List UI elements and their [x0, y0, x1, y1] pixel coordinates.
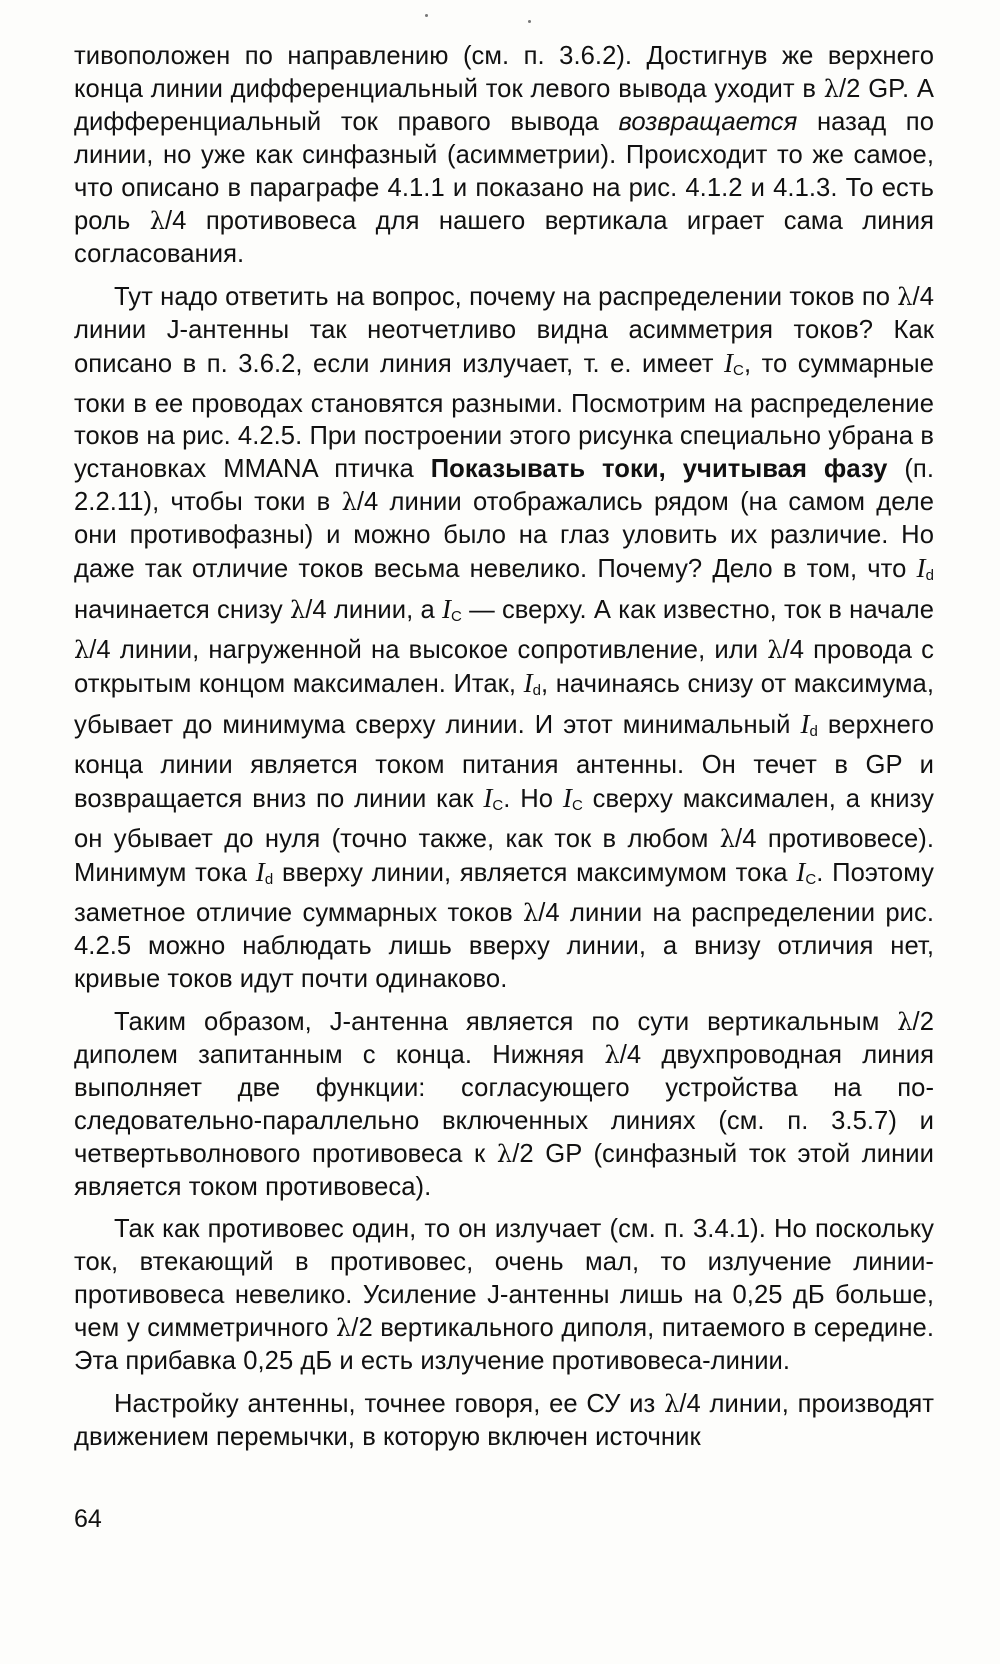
text-run: Настройку антенны, точнее говоря, ее СУ из	[114, 1390, 665, 1419]
text-run: /4 линии отображались рядом (на самом деле они противофазны) и можно было на глаз уловить их различие. Но даже так отличие токов весьма невелико. Почему? Дело в том, что	[74, 488, 934, 584]
text-run: /4 линии, нагруженной на высокое сопротивление, или	[89, 636, 768, 665]
variable-subscript: d	[264, 870, 274, 888]
variable-letter: I	[796, 856, 806, 887]
lambda-symbol: λ	[604, 1040, 620, 1069]
text-run: (п. 2.2.11), чтобы токи в	[74, 455, 934, 517]
lambda-symbol: λ	[496, 1139, 513, 1168]
variable-letter: I	[255, 856, 265, 887]
text-run: /2 GP. А дифференциальный ток правого вывода	[74, 74, 935, 136]
current-variable	[801, 709, 818, 739]
text-run: сверху максимален, а книзу он убывает до нуля (точно также, как ток в любом	[74, 785, 934, 853]
text-run: вверху линии, является максимумом тока	[273, 858, 797, 887]
variable-subscript: d	[809, 723, 818, 741]
paragraph-5	[74, 1388, 934, 1454]
current-variable	[724, 348, 744, 378]
text-run: /2 GP (синфазный ток этой линии является током противовеса).	[74, 1139, 934, 1201]
lambda-symbol: λ	[719, 824, 736, 853]
text-run: — сверху. А как известно, ток в начале	[461, 596, 934, 625]
variable-subscript: d	[532, 682, 542, 700]
lambda-symbol: λ	[523, 898, 539, 927]
current-variable	[524, 668, 541, 698]
lambda-symbol: λ	[823, 74, 840, 103]
text-run: , то суммарные токи в ее проводах становятся разными. Посмотрим на распределение токов на рис. 4.2.5. При построении этого рисунка специально убрана в установках MMANA птичка	[74, 349, 934, 484]
text-run: /4 линии на распределении рис. 4.2.5 можно наблюдать лишь вверху линии, а внизу отличия нет, кривые токов идут почти одинаково.	[74, 898, 934, 993]
page-number: 64	[74, 1505, 102, 1533]
text-run: , начинаясь снизу от максимума, убывает до минимума сверху линии. И этот минимальный	[74, 670, 934, 740]
variable-letter: I	[916, 553, 926, 584]
text-run: /4 противовесе). Минимум тока	[74, 824, 934, 887]
page-body	[74, 40, 934, 1560]
lambda-symbol: λ	[74, 636, 90, 665]
text-run: /4 линии J-антенны так неотчетливо видна асимметрия токов? Как описано в п. 3.6.2, если линия излучает, т. е. имеет	[74, 282, 934, 378]
current-variable	[796, 857, 816, 887]
text-run: назад по линии, но уже как синфазный (асимметрии). Происходит то же самое, что описано в параграфе 4.1.1 и показано на рис. 4.1.2 и 4.1.3. То есть роль	[74, 107, 935, 235]
text-run: /4 провода с открытым концом максимален. Итак,	[74, 636, 934, 699]
bold-term: Показывать токи, учитывая фазу	[430, 455, 888, 484]
text-run: верхнего конца линии является током питания антенны. Он течет в GP и возвращается вниз по линии как	[74, 711, 934, 814]
paragraph-3	[74, 1006, 934, 1204]
lambda-symbol: λ	[289, 596, 306, 625]
lambda-symbol: λ	[149, 206, 166, 235]
text-run: Так как противовес один, то он излучает (см. п. 3.4.1). Но поскольку ток, втекающий в противовес, очень мал, то излучение линии-противовеса невелико. Усиление J-антенны лишь на 0,25 дБ больше, чем у симметричного	[74, 1215, 934, 1343]
lambda-symbol: λ	[341, 488, 357, 517]
text-run: Таким образом, J-антенна является по сути вертикальным	[114, 1007, 898, 1036]
paragraph-4	[74, 1213, 934, 1378]
text-run: . Поэтому заметное отличие суммарных токов	[74, 858, 934, 927]
text-run: . Но	[503, 785, 563, 814]
variable-subscript: C	[450, 608, 462, 626]
lambda-symbol: λ	[897, 282, 913, 311]
variable-subscript: C	[805, 870, 817, 888]
lambda-symbol: λ	[897, 1007, 913, 1036]
variable-letter: I	[523, 668, 533, 699]
lambda-symbol: λ	[664, 1390, 680, 1419]
variable-letter: I	[562, 783, 572, 814]
text-run: /2 вертикального диполя, питаемого в середине. Эта прибавка 0,25 дБ и есть излучение противовеса-линии.	[74, 1314, 934, 1376]
current-variable	[483, 783, 503, 813]
text-run: /4 противовеса для нашего вертикала играет сама линия согласования.	[74, 206, 934, 268]
text-run: /4 двухпроводная линия выполняет две функции: согласующего устройства на последовательно-параллельно включенных линиях (см. п. 3.5.7) и четвертьволнового противовеса к	[74, 1040, 934, 1168]
text-run: /4 линии, а	[305, 596, 442, 625]
variable-letter: I	[441, 594, 451, 625]
scan-speck	[425, 14, 428, 17]
current-variable	[563, 783, 583, 813]
paragraph-1	[74, 40, 934, 271]
text-run: /4 линии, производят движением перемычки, в которую включен источник	[74, 1390, 934, 1452]
lambda-symbol: λ	[336, 1314, 352, 1343]
text-run: тивоположен по направлению (см. п. 3.6.2). Достигнув же верхнего конца линии дифференциальный ток левого вывода уходит в	[74, 42, 934, 103]
current-variable	[256, 857, 273, 887]
text-run: начинается снизу	[74, 596, 290, 625]
variable-letter: I	[800, 709, 810, 740]
variable-subscript: C	[492, 797, 504, 815]
text-run: Тут надо ответить на вопрос, почему на распределении токов по	[114, 282, 898, 311]
text-run: /2 диполем запитанным с конца. Нижняя	[74, 1007, 934, 1069]
variable-subscript: d	[925, 567, 934, 585]
variable-subscript: C	[733, 361, 744, 379]
variable-letter: I	[483, 783, 493, 814]
variable-letter: I	[724, 347, 734, 378]
current-variable	[917, 553, 934, 583]
lambda-symbol: λ	[767, 636, 783, 665]
scan-speck	[528, 20, 531, 23]
variable-subscript: C	[571, 797, 583, 815]
italic-text: возвращается	[618, 107, 798, 136]
current-variable	[442, 594, 462, 624]
paragraph-2	[74, 281, 934, 996]
